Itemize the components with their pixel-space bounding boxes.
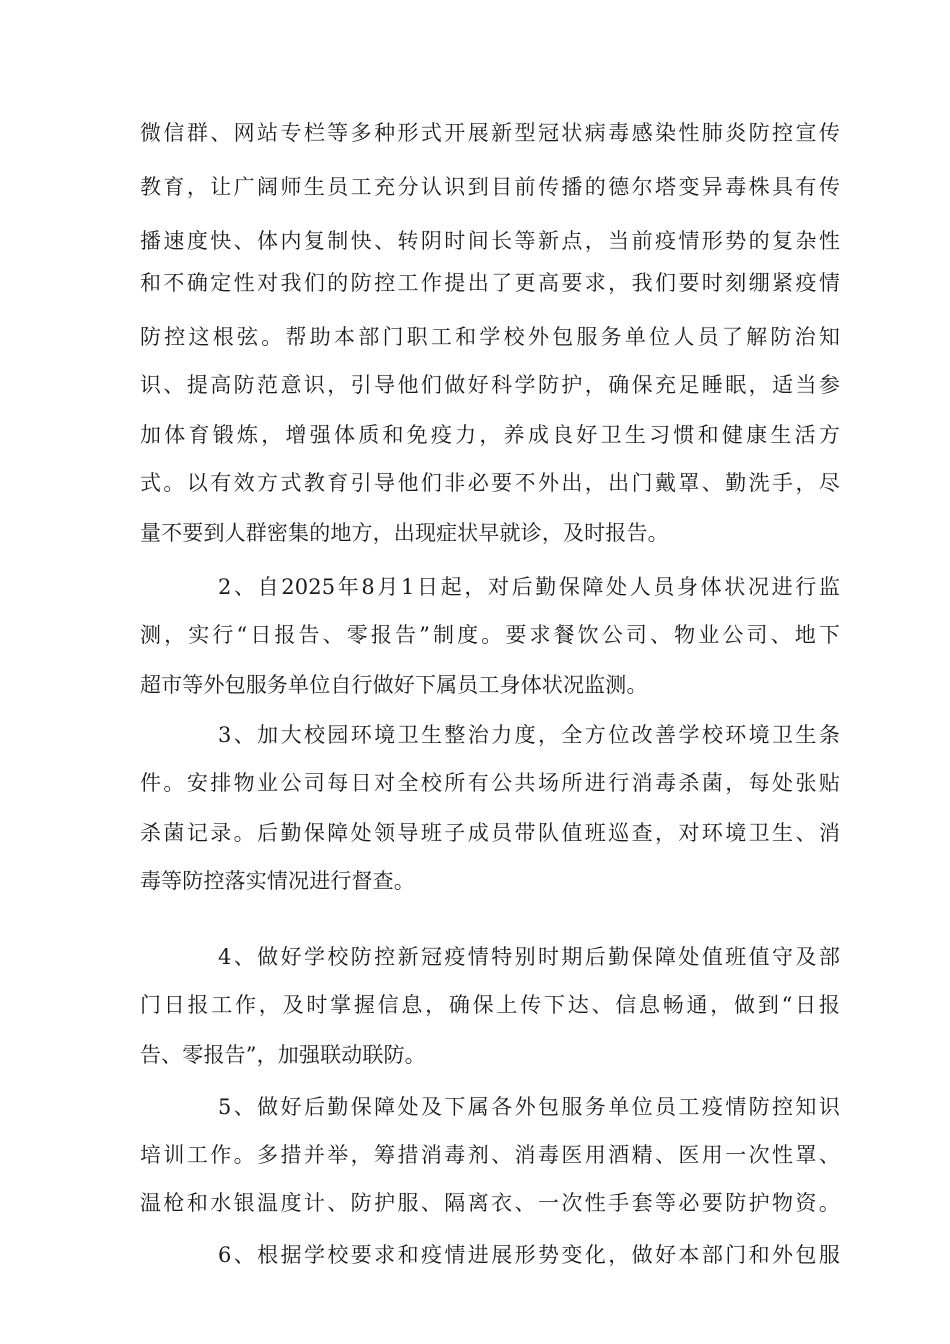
- text-line: 告、零报告”，加强联动联防。: [140, 1043, 426, 1067]
- text-line: 防控这根弦。帮助本部门职工和学校外包服务单位人员了解防治知: [140, 325, 840, 349]
- text-line: 加体育锻炼，增强体质和免疫力，养成良好卫生习惯和健康生活方: [140, 423, 840, 447]
- paragraph-start-line: 4、做好学校防控新冠疫情特别时期后勤保障处值班值守及部: [218, 945, 840, 969]
- text-line: 式。以有效方式教育引导他们非必要不外出，出门戴罩、勤洗手，尽: [140, 471, 840, 495]
- text-line: 播速度快、体内复制快、转阴时间长等新点，当前疫情形势的复杂性: [140, 229, 840, 253]
- text-line: 温枪和水银温度计、防护服、隔离衣、一次性手套等必要防护物资。: [140, 1191, 840, 1215]
- text-line: 毒等防控落实情况进行督查。: [140, 869, 415, 893]
- text-line: 超市等外包服务单位自行做好下属员工身体状况监测。: [140, 673, 648, 697]
- text-line: 量不要到人群密集的地方，出现症状早就诊，及时报告。: [140, 521, 669, 545]
- text-line: 微信群、网站专栏等多种形式开展新型冠状病毒感染性肺炎防控宣传: [140, 121, 840, 145]
- text-line: 门日报工作，及时掌握信息，确保上传下达、信息畅通，做到“日报: [140, 993, 840, 1017]
- paragraph-start-line: 5、做好后勤保障处及下属各外包服务单位员工疫情防控知识: [218, 1095, 840, 1119]
- text-line: 和不确定性对我们的防控工作提出了更高要求，我们要时刻绷紧疫情: [140, 271, 840, 295]
- text-line: 杀菌记录。后勤保障处领导班子成员带队值班巡查，对环境卫生、消: [140, 821, 840, 845]
- text-line: 培训工作。多措并举，筹措消毒剂、消毒医用酒精、医用一次性罩、: [140, 1143, 840, 1167]
- paragraph-start-line: 6、根据学校要求和疫情进展形势变化，做好本部门和外包服: [218, 1243, 840, 1267]
- text-line: 教育，让广阔师生员工充分认识到目前传播的德尔塔变异毒株具有传: [140, 175, 840, 199]
- paragraph-start-line: 2、自2025年8月1日起，对后勤保障处人员身体状况进行监: [218, 575, 840, 599]
- paragraph-start-line: 3、加大校园环境卫生整治力度，全方位改善学校环境卫生条: [218, 723, 840, 747]
- text-line: 测，实行“日报告、零报告”制度。要求餐饮公司、物业公司、地下: [140, 623, 840, 647]
- text-line: 件。安排物业公司每日对全校所有公共场所进行消毒杀菌，每处张贴: [140, 771, 840, 795]
- text-line: 识、提高防范意识，引导他们做好科学防护，确保充足睡眠，适当参: [140, 373, 840, 397]
